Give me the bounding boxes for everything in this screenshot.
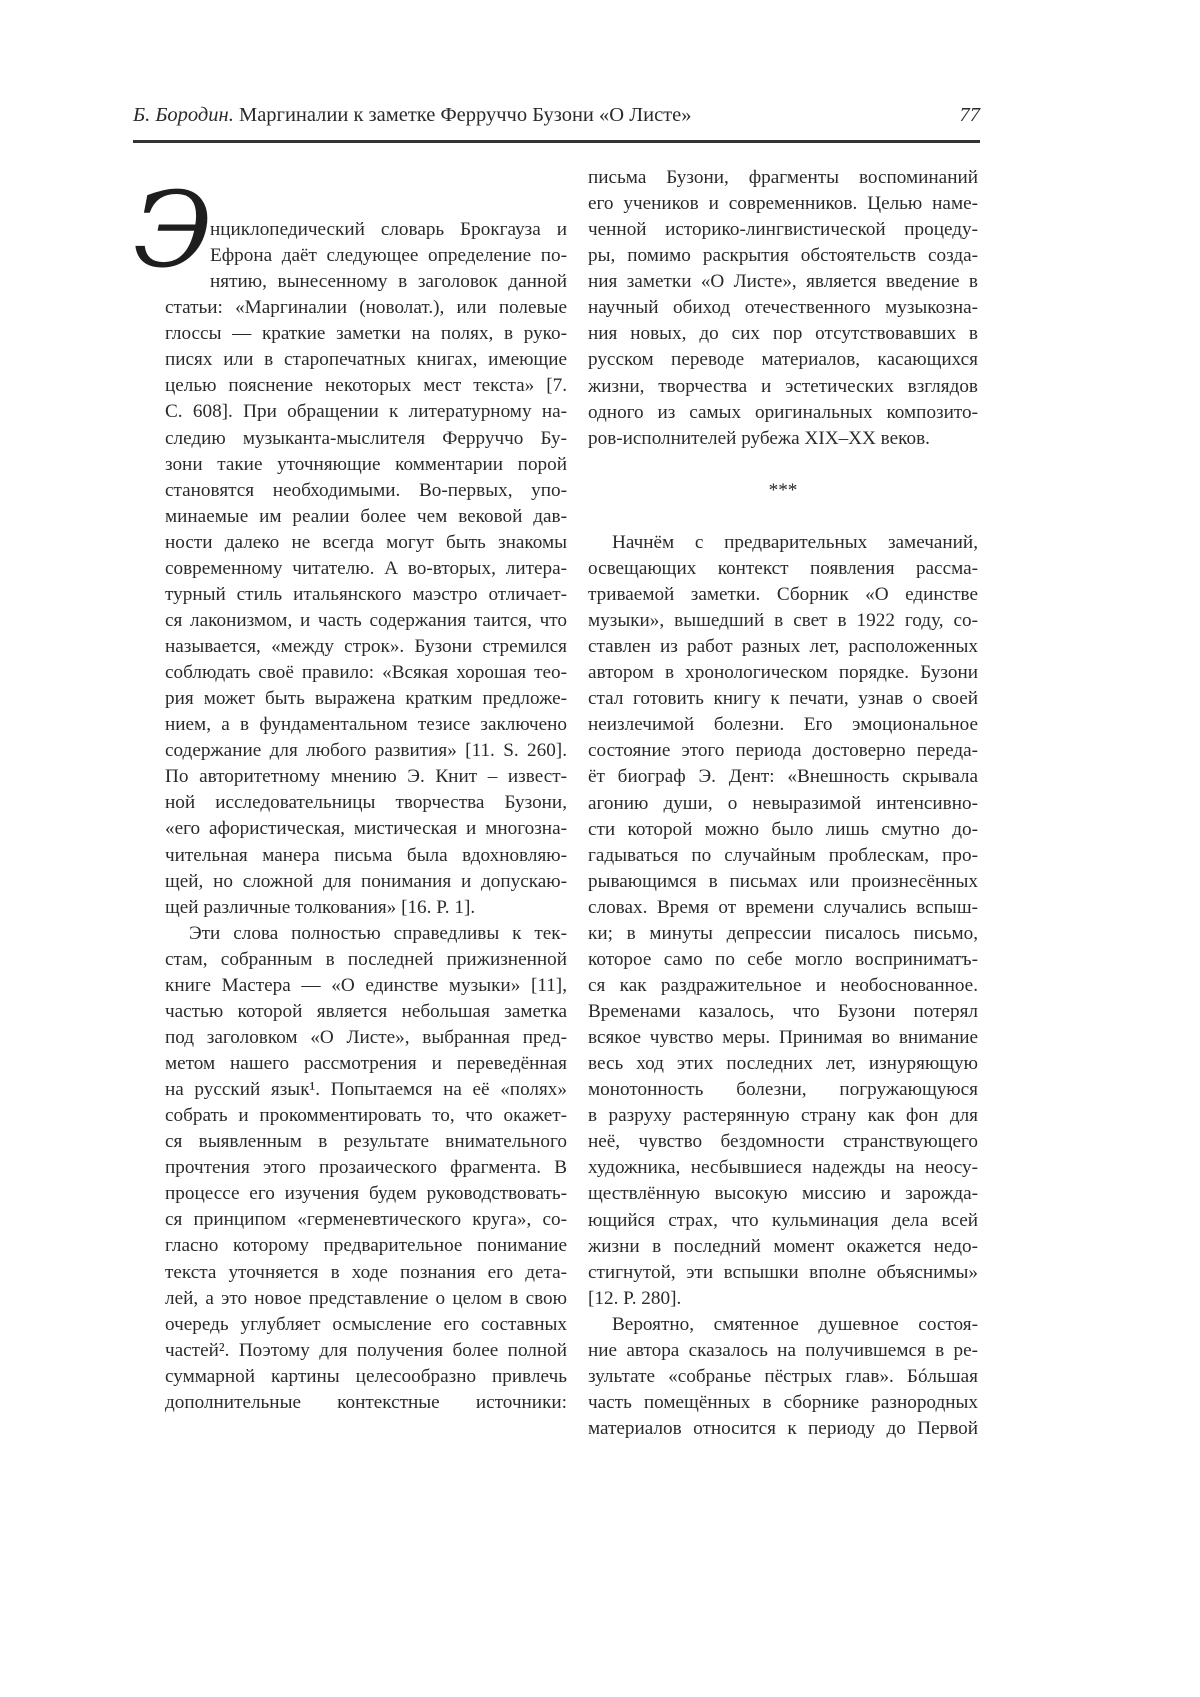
- text-line: щей различные толкования» [16. P. 1].: [165, 895, 567, 921]
- text-line: ставлен из работ разных лет, расположенных: [588, 634, 978, 660]
- text-line: ния новых, до сих пор отсутствовавших в: [588, 321, 978, 347]
- text-line: жизни в последний момент окажется недо-: [588, 1234, 978, 1260]
- text-line: минаемые им реалии более чем вековой дав-: [165, 504, 567, 530]
- text-line: нциклопедический словарь Брокгауза и: [165, 217, 567, 243]
- text-line: суммарной картины целесообразно привлечь: [165, 1364, 567, 1390]
- text-line: ся как раздражительное и необоснованное.: [588, 973, 978, 999]
- text-line: стигнутой, эти вспышки вполне объяснимы»: [588, 1260, 978, 1286]
- text-line: освещающих контекст появления рассма-: [588, 556, 978, 582]
- text-line: глоссы — краткие заметки на полях, в руко-: [165, 321, 567, 347]
- text-line: ки; в минуты депрессии писалось письмо,: [588, 921, 978, 947]
- text-line: триваемой заметки. Сборник «О единстве: [588, 582, 978, 608]
- text-line: дополнительные контекстные источники:: [165, 1390, 567, 1416]
- text-line: Временами казалось, что Бузони потерял: [588, 999, 978, 1025]
- text-line: зони такие уточняющие комментарии порой: [165, 452, 567, 478]
- text-line: ние автора сказалось на получившемся в ре-: [588, 1338, 978, 1364]
- paragraph: [165, 921, 567, 1416]
- text-line: под заголовком «О Листе», выбранная пред-: [165, 1025, 567, 1051]
- text-line: соблюдать своё правило: «Всякая хорошая тео-: [165, 660, 567, 686]
- text-line: автором в хронологическом порядке. Бузони: [588, 660, 978, 686]
- text-line: ния заметки «О Листе», является введение в: [588, 269, 978, 295]
- text-line: агонию души, о невыразимой интенсивно-: [588, 791, 978, 817]
- text-line: частью которой является небольшая заметка: [165, 999, 567, 1025]
- text-line: материалов относится к периоду до Первой: [588, 1416, 978, 1442]
- text-line: его учеников и современников. Целью наме-: [588, 191, 978, 217]
- section-separator: [588, 452, 978, 530]
- text-line: стам, собранным в последней прижизненной: [165, 947, 567, 973]
- text-line: статьи: «Маргиналии (новолат.), или полевые: [165, 295, 567, 321]
- text-line: ной исследовательницы творчества Бузони,: [165, 790, 567, 816]
- page-number: 77: [960, 104, 981, 127]
- running-header: [133, 104, 980, 132]
- text-line: одного из самых оригинальных композито-: [588, 400, 978, 426]
- text-line: текста уточняется в ходе познания его дета-: [165, 1260, 567, 1286]
- text-line: чительная манера письма была вдохновляю-: [165, 843, 567, 869]
- paragraph: [165, 217, 567, 921]
- left-column: [165, 217, 567, 1416]
- text-line: ся выявленным в результате внимательного: [165, 1129, 567, 1155]
- text-line: содержание для любого развития» [11. S. 260].: [165, 738, 567, 764]
- text-line: называется, «между строк». Бузони стремился: [165, 634, 567, 660]
- text-line: зультате «собранье пёстрых глав». Бóльшая: [588, 1364, 978, 1390]
- text-line: ющийся страх, что кульминация дела всей: [588, 1208, 978, 1234]
- text-line: Ефрона даёт следующее определение по-: [165, 243, 567, 269]
- blank-line: [588, 504, 978, 530]
- text-line: частей². Поэтому для получения более полной: [165, 1338, 567, 1364]
- text-line: научный обиход отечественного музыкозна-: [588, 295, 978, 321]
- text-line: очередь углубляет осмысление его составных: [165, 1312, 567, 1338]
- text-line: гадываться по случайным проблескам, про-: [588, 843, 978, 869]
- text-line: прочтения этого прозаического фрагмента. В: [165, 1155, 567, 1181]
- text-line: ров-исполнителей рубежа XIX–XX веков.: [588, 426, 978, 452]
- text-line: сти которой можно было лишь смутно до-: [588, 817, 978, 843]
- text-line: собрать и прокомментировать то, что окажет-: [165, 1103, 567, 1129]
- header-rule: [133, 140, 980, 143]
- text-line: неизлечимой болезни. Его эмоциональное: [588, 712, 978, 738]
- drop-cap: Э: [133, 178, 213, 282]
- text-line: состояние этого периода достоверно переда-: [588, 738, 978, 764]
- text-line: которое само по себе могло восприниматъ-: [588, 947, 978, 973]
- paragraph: [588, 165, 978, 452]
- text-line: ёт биограф Э. Дент: «Внешность скрывала: [588, 764, 978, 790]
- text-line: ществлённую высокую миссию и зарожда-: [588, 1181, 978, 1207]
- text-line: в разруху растерянную страну как фон для: [588, 1103, 978, 1129]
- text-line: письма Бузони, фрагменты воспоминаний: [588, 165, 978, 191]
- header-title: Маргиналии к заметке Ферруччо Бузони «О Листе»: [234, 104, 692, 126]
- text-line: неё, чувство бездомности странствующего: [588, 1129, 978, 1155]
- text-line: всякое чувство меры. Принимая во внимание: [588, 1025, 978, 1051]
- text-line: ры, помимо раскрытия обстоятельств созда-: [588, 243, 978, 269]
- text-line: становятся необходимыми. Во-первых, упо-: [165, 478, 567, 504]
- text-line: русском переводе материалов, касающихся: [588, 347, 978, 373]
- text-line: монотонность болезни, погружающуюся: [588, 1077, 978, 1103]
- text-line: рывающимся в письмах или произнесённых: [588, 869, 978, 895]
- text-line: По авторитетному мнению Э. Книт – извест-: [165, 764, 567, 790]
- text-line: гласно которому предварительное понимание: [165, 1233, 567, 1259]
- text-line: «его афористическая, мистическая и многозна-: [165, 816, 567, 842]
- text-line: на русский язык¹. Попытаемся на её «полях»: [165, 1077, 567, 1103]
- text-line: ся принципом «герменевтического круга», со-: [165, 1207, 567, 1233]
- text-line: процессе его изучения будем руководствовать-: [165, 1181, 567, 1207]
- text-line: лей, а это новое представление о целом в свою: [165, 1286, 567, 1312]
- header-author: Б. Бородин.: [133, 104, 234, 126]
- text-line: щей, но сложной для понимания и допускаю-: [165, 869, 567, 895]
- text-line: жизни, творчества и эстетических взглядов: [588, 374, 978, 400]
- paragraph: [588, 530, 978, 1312]
- text-line: Начнём с предварительных замечаний,: [588, 530, 978, 556]
- text-line: весь ход этих последних лет, изнуряющую: [588, 1051, 978, 1077]
- text-line: стал готовить книгу к печати, узнав о своей: [588, 686, 978, 712]
- text-line: ся лаконизмом, и часть содержания таится, что: [165, 608, 567, 634]
- right-column: [588, 165, 978, 1442]
- separator-stars: ***: [588, 478, 978, 504]
- text-line: рия может быть выражена кратким предложе-: [165, 686, 567, 712]
- text-line: следию музыканта-мыслителя Ферруччо Бу-: [165, 426, 567, 452]
- text-line: словах. Время от времени случались вспыш-: [588, 895, 978, 921]
- text-line: ности далеко не всегда могут быть знакомы: [165, 530, 567, 556]
- text-line: целью пояснение некоторых мест текста» [7.: [165, 373, 567, 399]
- text-line: [12. P. 280].: [588, 1286, 978, 1312]
- paragraph: [588, 1312, 978, 1442]
- text-line: ченной историко-лингвистической процеду-: [588, 217, 978, 243]
- text-line: нятию, вынесенному в заголовок данной: [165, 269, 567, 295]
- text-line: нием, а в фундаментальном тезисе заключено: [165, 712, 567, 738]
- text-line: писях или в старопечатных книгах, имеющие: [165, 347, 567, 373]
- text-line: музыки», вышедший в свет в 1922 году, со-: [588, 608, 978, 634]
- text-line: современному читателю. А во-вторых, литера-: [165, 556, 567, 582]
- text-line: Эти слова полностью справедливы к тек-: [165, 921, 567, 947]
- text-line: С. 608]. При обращении к литературному на-: [165, 399, 567, 425]
- text-line: книге Мастера — «О единстве музыки» [11],: [165, 973, 567, 999]
- blank-line: [588, 452, 978, 478]
- text-line: художника, несбывшиеся надежды на неосу-: [588, 1155, 978, 1181]
- text-line: турный стиль итальянского маэстро отличает-: [165, 582, 567, 608]
- text-line: часть помещённых в сборнике разнородных: [588, 1390, 978, 1416]
- text-line: метом нашего рассмотрения и переведённая: [165, 1051, 567, 1077]
- text-line: Вероятно, смятенное душевное состоя-: [588, 1312, 978, 1338]
